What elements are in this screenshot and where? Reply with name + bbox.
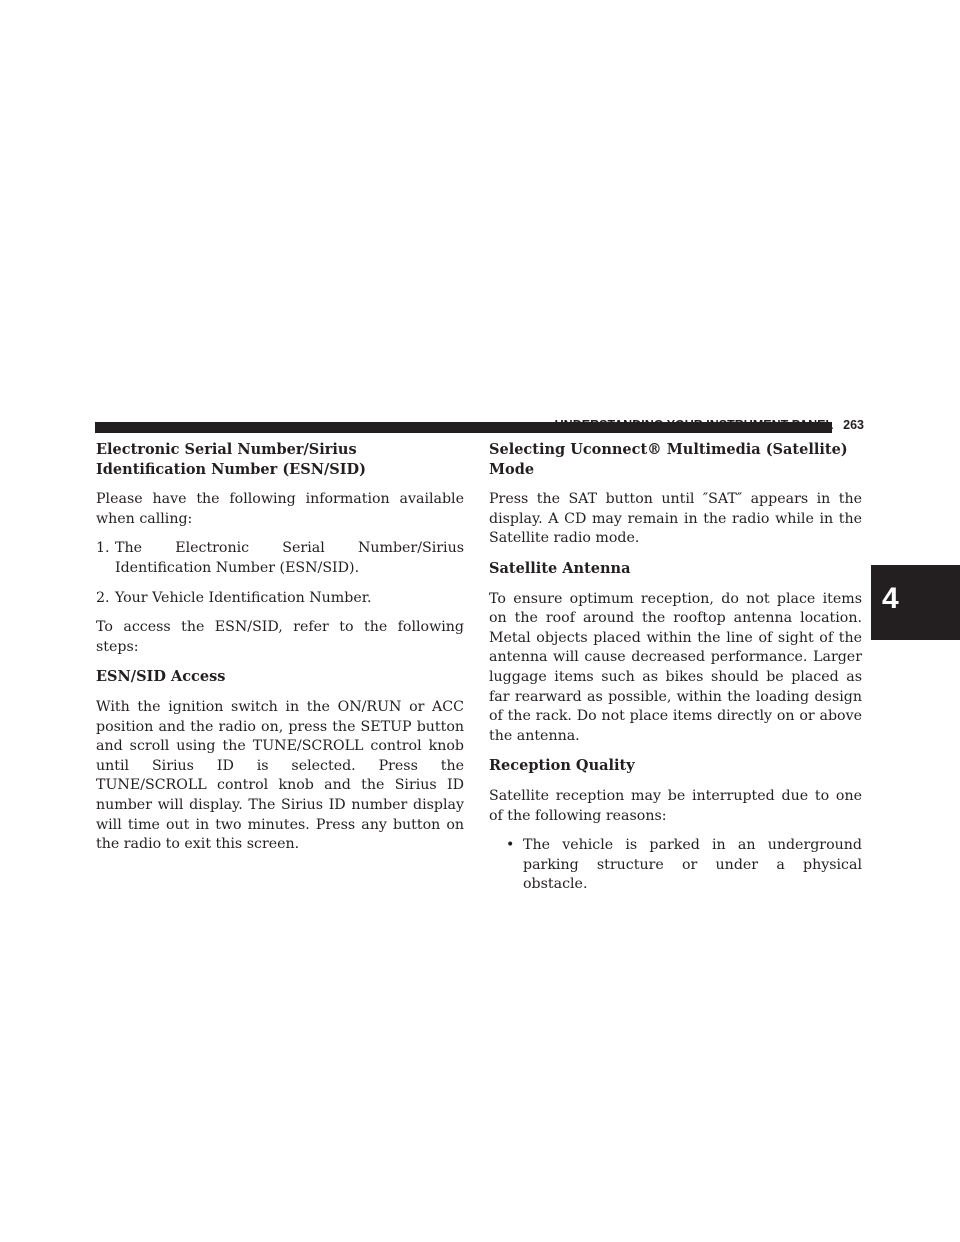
list-item [96, 589, 464, 609]
list-item-text: Your Vehicle Identification Number. [115, 589, 372, 606]
list-number: 2. [96, 589, 110, 606]
list-item-text: The Electronic Serial Number/Sirius Identification Number (ESN/SID). [115, 540, 464, 576]
list-number: 1. [96, 540, 110, 557]
access-body: With the ignition switch in the ON/RUN or ACC position and the radio on, press the SETUP button and scroll using the TUNE/SCROLL control knob until Sirius ID is selected. Press the TUNE/SCROLL control knob and the Sirius ID number will display. The Sirius ID number display will time out in two minutes. Press any button on the radio to exit this screen. [96, 698, 464, 853]
reception-quality-body: Satellite reception may be interrupted due to one of the following reasons: [489, 787, 862, 824]
running-header-title: UNDERSTANDING YOUR INSTRUMENT PANEL [554, 418, 834, 432]
left-column [96, 440, 464, 865]
list-item [96, 539, 464, 578]
running-header [464, 418, 864, 432]
heading-esn-sid-access: ESN/SID Access [96, 668, 226, 686]
heading-esn-sid: Electronic Serial Number/Sirius Identification Number (ESN/SID) [96, 441, 366, 478]
bullet-item [489, 836, 862, 895]
bullet-icon: • [506, 837, 515, 854]
heading-reception-quality: Reception Quality [489, 757, 635, 775]
heading-satellite-antenna: Satellite Antenna [489, 559, 631, 577]
right-column [489, 440, 862, 905]
page-number: 263 [843, 418, 864, 432]
heading-satellite-mode: Selecting Uconnect® Multimedia (Satellite) Mode [489, 441, 848, 478]
access-paragraph: To access the ESN/SID, refer to the following steps: [96, 619, 464, 655]
chapter-tab [871, 565, 960, 640]
satellite-mode-body: Press the SAT button until ″SAT″ appears in the display. A CD may remain in the radio while in the Satellite radio mode. [489, 491, 862, 547]
chapter-number: 4 [882, 582, 899, 615]
satellite-antenna-body: To ensure optimum reception, do not place items on the roof around the rooftop antenna location. Metal objects placed within the line of sight of the antenna will cause decreased performance. Larger luggage items such as bikes should be placed as far rearward as possible, within the loading design of the rack. Do not place items directly on or above the antenna. [489, 590, 862, 744]
intro-paragraph: Please have the following information available when calling: [96, 491, 464, 527]
bullet-item-text: The vehicle is parked in an underground parking structure or under a physical obstacle. [523, 837, 862, 893]
